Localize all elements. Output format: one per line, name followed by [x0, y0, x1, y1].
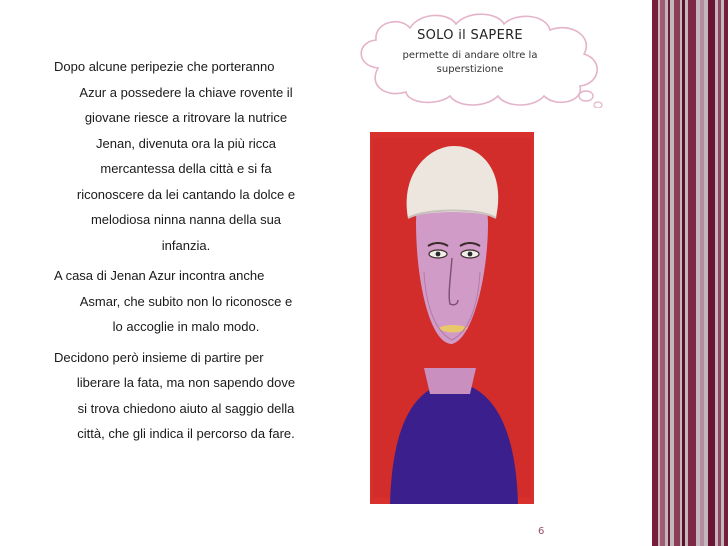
text-line: Decidono però insieme di partire per	[54, 349, 264, 365]
text-line: liberare la fata, ma non sapendo dove	[76, 375, 296, 390]
text-line: A casa di Jenan Azur incontra anche	[54, 268, 265, 283]
text-line: Jenan, divenuta ora la più ricca	[96, 135, 276, 151]
text-line: infanzia.	[161, 237, 211, 253]
thought-bubble-title: SOLO il SAPERE	[417, 28, 523, 43]
text-line: riconoscere da lei cantando la dolce e	[76, 186, 296, 202]
thought-bubble-subtitle-line: superstizione	[436, 64, 504, 75]
wise-man-drawing	[370, 132, 534, 504]
text-line: Dopo alcune peripezie che porteranno	[54, 59, 275, 74]
text-line: Asmar, che subito non lo riconosce e	[79, 293, 293, 309]
text-line: si trova chiedono aiuto al saggio della	[77, 400, 295, 416]
story-text	[54, 54, 318, 452]
decorative-side-bar	[652, 0, 728, 546]
thought-bubble-text	[360, 28, 580, 77]
thought-bubble-subtitle-line: permette di andare oltre la	[402, 50, 538, 61]
text-line: Azur a possedere la chiave rovente il	[79, 84, 293, 100]
text-line: lo accoglie in malo modo.	[112, 319, 260, 334]
page-number: 6	[538, 526, 545, 537]
story-paragraph-3	[54, 345, 318, 447]
thought-bubble-subtitle	[360, 49, 580, 77]
story-paragraph-2	[54, 263, 318, 340]
text-line: giovane riesce a ritrovare la nutrice	[84, 110, 288, 125]
story-paragraph-1	[54, 54, 318, 258]
text-line: melodiosa ninna nanna della sua	[90, 212, 282, 227]
text-line: mercantessa della città e si fa	[100, 161, 272, 176]
text-line: città, che gli indica il percorso da fare.	[77, 426, 295, 441]
